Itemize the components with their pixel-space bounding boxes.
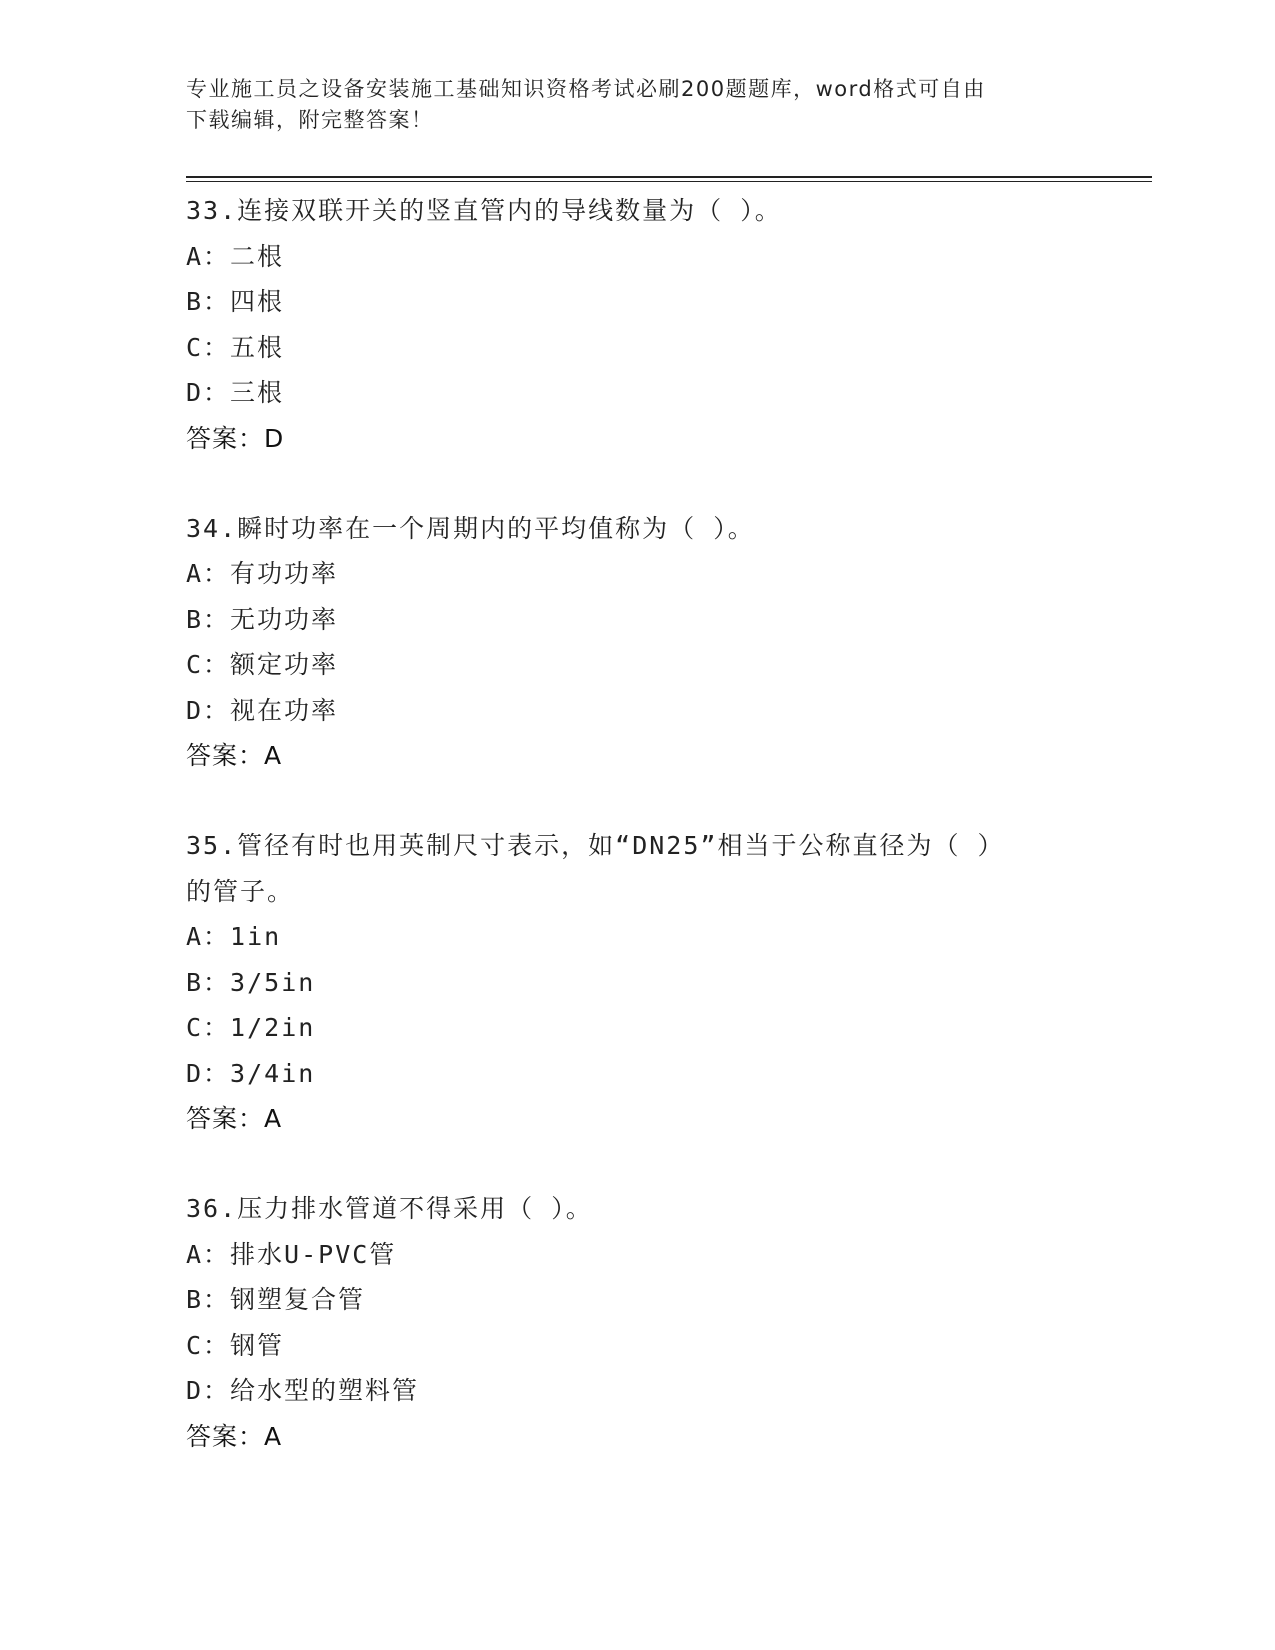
option-a: A：排水U-PVC管	[186, 1239, 397, 1269]
question-list	[186, 188, 1086, 1504]
option-c: C：五根	[186, 332, 285, 362]
header-divider-thick	[186, 176, 1152, 178]
answer: 答案：D	[186, 423, 285, 453]
answer: 答案：A	[186, 1104, 283, 1133]
option-d: D：3/4in	[186, 1058, 316, 1088]
option-c: C：额定功率	[186, 650, 339, 679]
header-line-1: 专业施工员之设备安装施工基础知识资格考试必刷200题题库，word格式可自由	[186, 77, 986, 101]
question-33	[186, 188, 1086, 462]
answer: 答案：A	[186, 1421, 283, 1451]
option-d: D：视在功率	[186, 695, 339, 725]
option-a: A：二根	[186, 241, 285, 271]
header-divider-thin	[186, 181, 1152, 182]
question-34	[186, 506, 1086, 780]
header-line-2: 下载编辑，附完整答案！	[186, 108, 434, 132]
question-35	[186, 823, 1086, 1142]
document-header	[186, 74, 1066, 136]
option-c: C：钢管	[186, 1330, 285, 1360]
question-stem-continued: 的管子。	[186, 876, 295, 906]
option-b: B：无功功率	[186, 604, 339, 634]
answer: 答案：A	[186, 741, 283, 770]
option-d: D：三根	[186, 378, 285, 407]
option-b: B：钢塑复合管	[186, 1285, 366, 1314]
question-stem: 33.连接双联开关的竖直管内的导线数量为（ ）。	[186, 196, 782, 225]
question-36	[186, 1186, 1086, 1460]
question-stem: 35.管径有时也用英制尺寸表示，如“DN25”相当于公称直径为（ ）	[186, 831, 1005, 860]
question-stem: 36.压力排水管道不得采用（ ）。	[186, 1194, 593, 1223]
option-a: A：1in	[186, 922, 282, 951]
option-d: D：给水型的塑料管	[186, 1376, 420, 1405]
option-b: B：四根	[186, 287, 285, 316]
option-b: B：3/5in	[186, 967, 316, 997]
option-a: A：有功功率	[186, 559, 339, 588]
question-stem: 34.瞬时功率在一个周期内的平均值称为（ ）。	[186, 513, 755, 543]
option-c: C：1/2in	[186, 1013, 316, 1042]
